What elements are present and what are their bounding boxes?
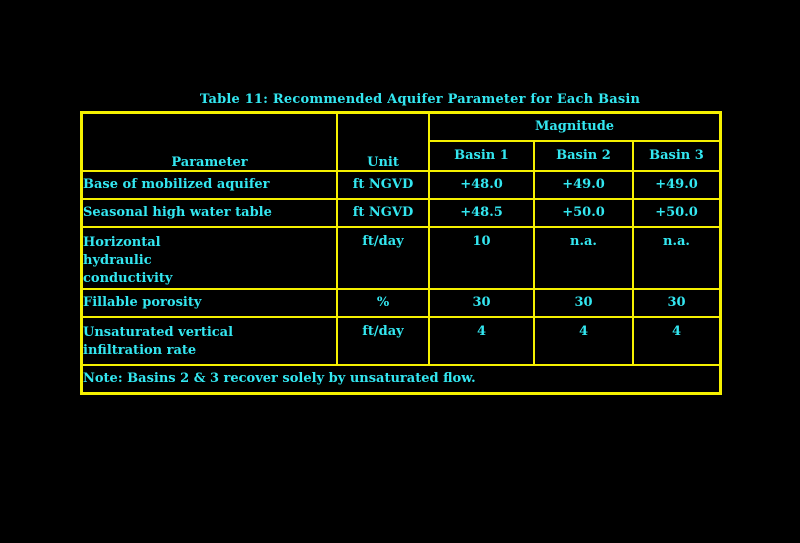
table-row: [82, 227, 721, 289]
cell-parameter: Base of mobilized aquifer: [82, 171, 338, 199]
cell-unit: ft NGVD: [337, 199, 429, 227]
cell-parameter: Seasonal high water table: [82, 199, 338, 227]
cell-basin-2: +50.0: [534, 199, 633, 227]
cell-parameter: Unsaturated vertical infiltration rate: [82, 317, 338, 365]
column-header-basin-3: Basin 3: [633, 141, 721, 171]
cell-basin-2: +49.0: [534, 171, 633, 199]
cell-unit: ft/day: [337, 317, 429, 365]
cell-unit: %: [337, 289, 429, 317]
cell-basin-2: 4: [534, 317, 633, 365]
column-header-parameter: Parameter: [82, 113, 338, 171]
table-note: Note: Basins 2 & 3 recover solely by unsaturated flow.: [82, 365, 721, 394]
cell-basin-1: +48.5: [429, 199, 534, 227]
cell-basin-1: 10: [429, 227, 534, 289]
cell-basin-1: +48.0: [429, 171, 534, 199]
table-caption: Table 11: Recommended Aquifer Parameter for Each Basin: [199, 92, 641, 107]
table-row: [82, 317, 721, 365]
cell-basin-2: 30: [534, 289, 633, 317]
note-row: [82, 365, 721, 394]
column-header-magnitude: Magnitude: [429, 113, 721, 141]
cell-basin-1: 30: [429, 289, 534, 317]
header-row: [82, 113, 721, 141]
cell-basin-1: 4: [429, 317, 534, 365]
table-row: [82, 289, 721, 317]
cell-basin-3: +49.0: [633, 171, 721, 199]
aquifer-parameter-table: [80, 111, 722, 395]
table-row: [82, 199, 721, 227]
cell-basin-3: 30: [633, 289, 721, 317]
column-header-unit: Unit: [337, 113, 429, 171]
cell-basin-3: +50.0: [633, 199, 721, 227]
cell-parameter: Horizontal hydraulic conductivity: [82, 227, 338, 289]
cell-parameter: Fillable porosity: [82, 289, 338, 317]
cell-unit: ft NGVD: [337, 171, 429, 199]
cell-basin-3: n.a.: [633, 227, 721, 289]
cell-basin-2: n.a.: [534, 227, 633, 289]
column-header-basin-1: Basin 1: [429, 141, 534, 171]
cell-basin-3: 4: [633, 317, 721, 365]
table-row: [82, 171, 721, 199]
column-header-basin-2: Basin 2: [534, 141, 633, 171]
cell-unit: ft/day: [337, 227, 429, 289]
